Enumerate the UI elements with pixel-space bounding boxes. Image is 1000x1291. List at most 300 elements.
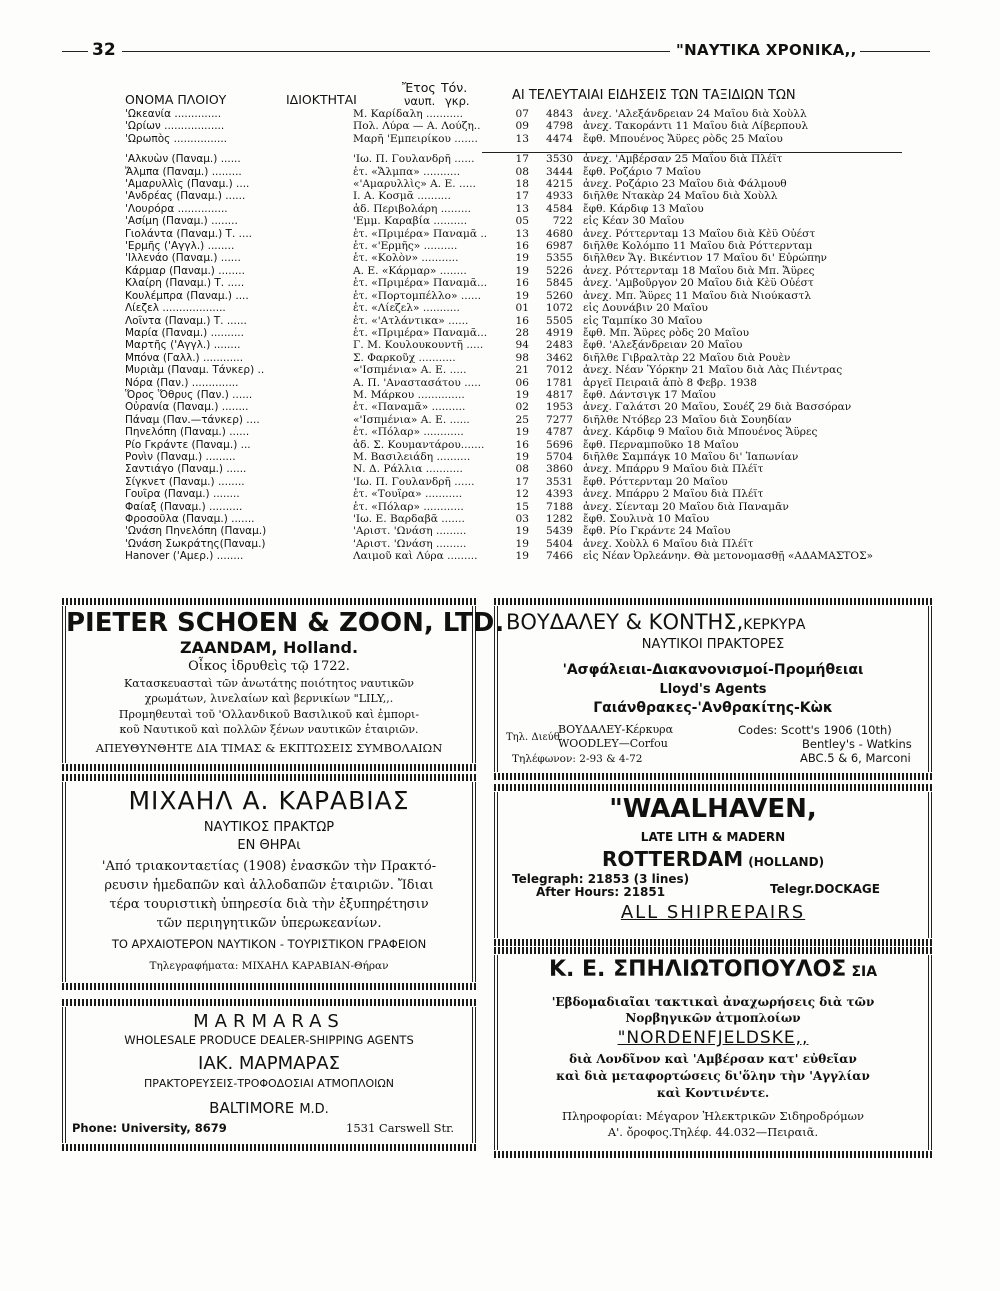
karavias-oldest: ΤΟ ΑΡΧΑΙΟΤΕΡΟΝ ΝΑΥΤΙΚΟΝ - ΤΟΥΡΙΣΤΙΚΟΝ ΓΡΑΦΕΙΟΝ: [111, 937, 427, 951]
voudalis-services: 'Ασφάλειαι-Διακανονισμοί-Προμήθειαι: [562, 662, 864, 678]
ad-voudalis: [494, 606, 932, 772]
voudalis-tel2: WOODLEY—Corfou: [558, 737, 668, 750]
magazine-title: "ΝΑΥΤΙΚΑ ΧΡΟΝΙΚΑ,,: [676, 41, 857, 59]
ship-tons: 3530: [546, 153, 573, 166]
ship-news: ἔφθ. Σουλινὰ 10 Μαΐου: [583, 513, 710, 525]
spil-info2: Α'. ὄροφος.Τηλέφ. 44.032—Πειραιᾶ.: [607, 1125, 819, 1139]
table-row: [125, 327, 895, 339]
voudalis-lloyds: Lloyd's Agents: [659, 682, 767, 697]
ship-year: 13: [515, 202, 529, 215]
header-rule-middle: [122, 51, 670, 52]
ship-year: 05: [515, 215, 529, 228]
ship-name: Σίγκνετ (Παναμ.) ........: [125, 475, 245, 488]
ship-tons: 4787: [546, 426, 573, 439]
waalhaven-telegr: Telegr.DOCKAGE: [770, 882, 880, 896]
col-ship-name: ΟΝΟΜΑ ΠΛΟΙΟΥ: [125, 92, 227, 107]
ad-border-top: [62, 774, 476, 781]
ship-tons: 4680: [546, 227, 573, 240]
ship-owner: ἑτ. «Πόλαρ» ............: [353, 500, 464, 513]
schoen-footer: ΑΠΕΥΘΥΝΘΗΤΕ ΔΙΑ ΤΙΜΑΣ & ΕΚΠΤΩΣΕΙΣ ΣΥΜΒΟΛΑΙΩΝ: [95, 741, 443, 755]
ship-year: 13: [515, 227, 529, 240]
spil-line5: καὶ διὰ μεταφορτώσεις δι'ὅλην τὴν 'Αγγλίαν: [556, 1069, 870, 1083]
ship-news: ἔφθ. Μπουένος Ἄϋρες ρὸδς 25 Μαΐου: [583, 132, 783, 145]
ship-news: ἔφθ. Μπ. Ἄϋρες ρὸδς 20 Μαΐου: [583, 326, 750, 339]
ship-name: Λίεζελ ...................: [125, 302, 226, 315]
marmaras-desc: WHOLESALE PRODUCE DEALER-SHIPPING AGENTS: [124, 1033, 414, 1047]
spil-suffix: ΣΙΑ: [851, 964, 878, 980]
ship-name: Ὅρος Ὅθρυς (Παν.) ......: [125, 388, 253, 401]
ship-owner: ἑτ. «Πόλαρ» ............: [353, 426, 464, 439]
ship-tons: 722: [552, 215, 573, 228]
ship-news: ἀργεῖ Πειραιᾶ ἀπὸ 8 Φεβρ. 1938: [583, 376, 757, 389]
ship-name: Λοΐντα (Παναμ.) Τ. ......: [125, 314, 247, 327]
voudalis-name-text: ΒΟΥΔΑΛΕΥ & ΚΟΝΤΗΣ,: [506, 610, 744, 634]
ship-year: 16: [515, 240, 529, 253]
table-row: [125, 240, 895, 252]
marmaras-city-line: [66, 1098, 472, 1117]
ship-tons: 7277: [546, 413, 573, 426]
table-row: [125, 377, 895, 389]
ship-name: Νόρα (Παν.) ..............: [125, 376, 239, 389]
ship-owner: Ι. Α. Κοσμᾶ ..........: [353, 190, 451, 203]
ad-karavias: [62, 782, 476, 982]
ship-name: Μαρία (Παναμ.) ..........: [125, 326, 244, 339]
ship-news: ἀνεχ. Κάρδιφ 9 Μαΐου διὰ Μπουένος Ἄϋρες: [583, 426, 818, 439]
ship-year: 19: [515, 252, 529, 265]
ship-owner: Α. Π. 'Αναστασάτου .....: [353, 376, 482, 389]
table-row: [125, 203, 895, 215]
ship-name: 'Ασίμη (Παναμ.) ........: [125, 215, 238, 228]
ship-year: 19: [515, 525, 529, 538]
table-row: [125, 476, 895, 488]
ship-owner: ἑτ. «Λίεζελ» ...........: [353, 302, 460, 315]
ship-name: Πηνελόπη (Παναμ.) ......: [125, 426, 250, 439]
ship-name: Ρονὶν (Παναμ.) .........: [125, 450, 236, 463]
table-row: [125, 133, 895, 145]
marmaras-state: M.D.: [299, 1102, 329, 1117]
table-row: [125, 426, 895, 438]
ship-tons: 3531: [546, 475, 573, 488]
ship-news: ἔφθ. Κάρδιφ 13 Μαΐου: [583, 202, 704, 215]
voudalis-tel1: ΒΟΥΔΑΛΕΥ-Κέρκυρα: [558, 723, 674, 736]
ship-news: ἔφθ. Ρόττερνταμ 20 Μαΐου: [583, 475, 728, 488]
table-row: [125, 315, 895, 327]
col-news: ΑΙ ΤΕΛΕΥΤΑΙΑΙ ΕΙΔΗΣΕΙΣ ΤΩΝ ΤΑΞΙΔΙΩΝ ΤΩΝ: [512, 88, 796, 103]
ship-year: 16: [515, 438, 529, 451]
marmaras-name: MARMARAS: [193, 1011, 345, 1032]
ship-news: ἔφθ. Δάντσιγκ 17 Μαΐου: [583, 388, 716, 401]
voudalis-tel-label: Τηλ. Διεύθ.: [506, 732, 563, 743]
ship-name: 'Ωνάση Πηνελόπη (Παναμ.): [125, 525, 267, 538]
ship-name: Φαίαξ (Παναμ.) ..........: [125, 500, 243, 513]
ship-news: διῆλθε Ντακὰρ 24 Μαΐου διὰ Χοὺλλ: [583, 190, 778, 203]
ship-owner: ἑτ. «Παναμᾶ» ..........: [353, 401, 466, 414]
karavias-line2: ρευσιν ἡμεδαπῶν καὶ ἀλλοδαπῶν ἑταιριῶν. Ἴδιαι: [104, 878, 434, 893]
ship-name: Κάρμαρ (Παναμ.) ........: [125, 264, 245, 277]
table-row: [125, 414, 895, 426]
table-row: [125, 178, 895, 190]
ship-tons: 7466: [546, 550, 573, 563]
ship-year: 19: [515, 426, 529, 439]
ship-owner: 'Ιω. Π. Γουλανδρῆ ......: [353, 153, 475, 166]
ship-year: 21: [515, 364, 529, 377]
karavias-line3: τέρα τουριστικὴ ὑπηρεσία διὰ τὴν ἐξυπηρέτησιν: [109, 897, 429, 912]
table-row: [125, 145, 895, 165]
ship-owner: ἀδ. Σ. Κουμαντάρου.......: [353, 438, 485, 451]
ship-year: 17: [515, 475, 529, 488]
ship-year: 08: [515, 463, 529, 476]
ad-border-bottom: [62, 764, 476, 771]
ship-year: 19: [515, 537, 529, 550]
table-row: [125, 352, 895, 364]
ship-tons: 1282: [546, 513, 573, 525]
voudalis-role: ΝΑΥΤΙΚΟΙ ΠΡΑΚΤΟΡΕΣ: [641, 637, 785, 652]
spil-name-line: [498, 957, 928, 982]
ship-owner: 'Αριστ. 'Ωνάση .........: [353, 537, 467, 550]
ship-news: ἀνεχ. Τακοράντι 11 Μαΐου διὰ Λίβερπουλ: [583, 120, 809, 133]
schoen-line2: χρωμάτων, λινελαίων καὶ βερνικίων "LILY,,.: [144, 692, 394, 705]
ship-year: 15: [515, 500, 529, 513]
karavias-line1: 'Από τριακονταετίας (1908) ἐνασκῶν τὴν Πρακτό-: [101, 859, 437, 874]
ship-name: 'Ωνάση Σωκράτης(Παναμ.): [125, 537, 266, 550]
ship-year: 07: [515, 108, 529, 120]
col-owners: ΙΔΙΟΚΤΗΤΑΙ: [286, 92, 357, 107]
ship-tons: 5505: [546, 314, 573, 327]
ship-year: 17: [515, 153, 529, 166]
ship-owner: Α. Ε. «Κάρμαρ» ........: [353, 264, 467, 277]
ship-news: ἀνεχ. Ρόττερνταμ 18 Μαΐου διὰ Μπ. Ἄϋρες: [583, 264, 815, 277]
ship-tons: 5226: [546, 264, 573, 277]
ship-news: εἰς Δουνάβιν 20 Μαΐου: [583, 302, 708, 315]
ship-owner: Μ. Μάρκου ..............: [353, 388, 465, 401]
ship-tons: 4584: [546, 202, 573, 215]
ad-border-bottom: [494, 773, 932, 780]
ship-name: Γουΐρα (Παναμ.) ........: [125, 488, 240, 501]
ship-news: διῆλθεν Ἅγ. Βικέντιον 17 Μαΐου δι' Εὐρώπην: [583, 252, 827, 265]
ship-news: ἔφθ. Ροζάριο 7 Μαΐου: [583, 165, 701, 178]
ship-news: ἀνεχ. 'Αμβοῦργον 20 Μαΐου διὰ Κὲϋ Οὐέστ: [583, 277, 814, 290]
ship-owner: «'Αμαρυλλὶς» Α. Ε. .....: [353, 178, 476, 191]
ship-tons: 3462: [546, 351, 573, 364]
table-row: [125, 463, 895, 475]
ad-border-top: [62, 999, 476, 1006]
ship-year: 01: [515, 302, 529, 315]
ship-tons: 4843: [546, 108, 573, 120]
table-row: [125, 277, 895, 289]
ship-year: 98: [515, 351, 529, 364]
table-row: [125, 525, 895, 537]
ship-year: 16: [515, 277, 529, 290]
spil-line4: διὰ Λονδῖνον καὶ 'Αμβέρσαν κατ' εὐθεῖαν: [569, 1052, 857, 1066]
col-tons-1: Τόν.: [441, 80, 468, 95]
header-rule-right: [860, 51, 930, 52]
ship-tons: 4393: [546, 488, 573, 501]
ship-owner: Μαρῆ 'Εμπειρίκου .......: [353, 132, 478, 145]
table-row: [125, 290, 895, 302]
ad-border-bottom: [494, 1151, 932, 1158]
ship-owner: ἑτ. «Πορτομπέλλο» ......: [353, 289, 482, 302]
ship-owner: ἑτ. «'Ατλάντικα» ......: [353, 314, 469, 327]
ad-spiliotopoulos: [494, 955, 932, 1150]
ship-year: 09: [515, 120, 529, 133]
ship-owner: Μ. Καρίδαλη ...........: [353, 108, 464, 120]
table-row: [125, 513, 895, 525]
voudalis-codes1: Codes: Scott's 1906 (10th): [738, 723, 892, 737]
ship-year: 19: [515, 450, 529, 463]
ad-border-bottom: [62, 983, 476, 990]
ship-year: 13: [515, 132, 529, 145]
ship-news: εἰς Ταμπίκο 30 Μαΐου: [583, 314, 703, 327]
ship-owner: Λαιμοῦ καὶ Λύρα .........: [353, 550, 478, 563]
table-row: [125, 538, 895, 550]
spil-line3: "NORDENFJELDSKE,,: [617, 1028, 809, 1048]
ship-name: 'Ανδρέας (Παναμ.) ......: [125, 190, 246, 203]
ship-news: εἰς Νέαν Ὀρλεάνην. Θὰ μετονομασθῇ «ΑΔΑΜΑΣΤΟΣ»: [583, 550, 874, 563]
karavias-line4: τῶν περιηγητικῶν ὑπερωκεανίων.: [156, 916, 382, 931]
ship-year: 19: [515, 388, 529, 401]
table-row: [125, 252, 895, 264]
ship-name: Ἄλμπα (Παναμ.) .........: [125, 165, 242, 178]
ship-news: διῆλθε Ντόβερ 23 Μαΐου διὰ Σουηδίαν: [583, 413, 792, 426]
ship-name: 'Ιλλενάο (Παναμ.) ......: [125, 252, 241, 265]
schoen-line4: κοῦ Ναυτικοῦ καὶ πολλῶν ξένων ναυτικῶν ἑταιριῶν.: [119, 723, 419, 736]
ship-tons: 6987: [546, 240, 573, 253]
ship-name: Μυριὰμ (Παναμ. Τάνκερ) ..: [125, 364, 265, 377]
ship-news: ἔφθ. Ρίο Γκράντε 24 Μαΐου: [583, 525, 731, 538]
karavias-role: ΝΑΥΤΙΚΟΣ ΠΡΑΚΤΩΡ: [203, 820, 335, 835]
ship-year: 28: [515, 326, 529, 339]
ship-year: 02: [515, 401, 529, 414]
ship-news: ἀνεχ. Χοὺλλ 6 Μαΐου διὰ Πλέϊτ: [583, 537, 754, 550]
col-tons-2: γκρ.: [445, 94, 470, 108]
ship-owner: Γ. Μ. Κουλουκουντῆ .....: [353, 339, 484, 352]
ad-border-bottom: [494, 939, 932, 946]
ad-border-top: [62, 598, 476, 605]
ship-news: ἀνεχ. Ρόττερνταμ 13 Μαΐου διὰ Κὲϋ Οὐέστ: [583, 227, 816, 240]
schoen-name: PIETER SCHOEN & ZOON, LTD.: [66, 608, 505, 638]
table-row: [125, 190, 895, 202]
voudalis-name: [506, 610, 928, 634]
ship-table: [125, 108, 895, 563]
voudalis-codes2: Bentley's - Watkins: [802, 737, 912, 751]
ship-owner: ἑτ. «Κολὸν» ...........: [353, 252, 459, 265]
ship-year: 16: [515, 314, 529, 327]
ship-name: Μπόνα (Γαλλ.) ............: [125, 351, 244, 364]
voudalis-phone: Τηλέφωνον: 2-93 & 4-72: [512, 753, 643, 765]
ship-owner: «'Ισπμένια» Α. Ε. .....: [353, 364, 467, 377]
ship-name: Κλαίρη (Παναμ.) Τ. .....: [125, 277, 245, 290]
schoen-line3: Προμηθευταὶ τοῦ 'Ολλανδικοῦ Βασιλικοῦ καὶ ἐμπορι-: [118, 708, 420, 721]
table-row: [125, 228, 895, 240]
ship-owner: 'Αριστ. 'Ωνάση .........: [353, 525, 467, 538]
ship-owner: ἑτ. «Πριμέρα» Παναμᾶ...: [353, 277, 488, 290]
ad-border-top: [494, 598, 932, 605]
ship-tons: 4919: [546, 326, 573, 339]
ship-name: Γιολάντα (Παναμ.) Τ. ....: [125, 227, 252, 240]
ship-tons: 7012: [546, 364, 573, 377]
ad-border-top: [494, 784, 932, 791]
ad-waalhaven: [494, 792, 932, 938]
spil-line1: 'Εβδομαδιαῖαι τακτικαὶ ἀναχωρήσεις διὰ τῶν: [551, 995, 875, 1009]
ship-news: ἀνεχ. Μπάρρυ 9 Μαΐου διὰ Πλέϊτ: [583, 463, 764, 476]
ship-news: διῆλθε Κολόμπο 11 Μαΐου διὰ Ρόττερνταμ: [583, 240, 813, 253]
ship-news: διῆλθε Γιβραλτὰρ 22 Μαΐου διὰ Ρουὲν: [583, 351, 791, 364]
waalhaven-telegraph: Telegraph: 21853 (3 lines): [512, 872, 690, 886]
ship-name: Κουλέμπρα (Παναμ.) ....: [125, 289, 249, 302]
ship-news: ἀνεχ. Ροζάριο 23 Μαΐου διὰ Φάλμουθ: [583, 178, 787, 191]
ship-name: 'Ωκεανία ..............: [125, 108, 222, 120]
table-row: [125, 364, 895, 376]
ship-news: ἀνεχ. 'Αλεξάνδρειαν 24 Μαΐου διὰ Χοὺλλ: [583, 108, 807, 120]
ship-name: Πάναμ (Παν.—τάνκερ) ....: [125, 413, 260, 426]
ship-year: 08: [515, 165, 529, 178]
ship-owner: ἑτ. «Πριμέρα» Παναμᾶ...: [353, 326, 488, 339]
ship-tons: 4798: [546, 120, 573, 133]
ship-year: 17: [515, 190, 529, 203]
ship-name: Φροσοῦλα (Παναμ.) .......: [125, 513, 255, 525]
ship-name: Σαντιάγο (Παναμ.) ......: [125, 463, 247, 476]
voudalis-codes3: ABC.5 & 6, Marconi: [800, 751, 911, 765]
ship-name: 'Λουρόρα ...............: [125, 202, 228, 215]
ship-news: ἀνεχ. Γαλάτσι 20 Μαΐου, Σουέζ 29 διὰ Βασσόραν: [583, 401, 852, 414]
ship-news: ἀνεχ. 'Αμβέρσαν 25 Μαΐου διὰ Πλέϊτ: [583, 153, 783, 166]
karavias-name: ΜΙΧΑΗΛ Α. ΚΑΡΑΒΙΑΣ: [128, 786, 410, 815]
ship-tons: 2483: [546, 339, 573, 352]
ship-owner: 'Ιω. Π. Γουλανδρῆ ......: [353, 475, 475, 488]
ship-name: 'Αλκυὼν (Παναμ.) ......: [125, 153, 241, 166]
ship-name: 'Αμαρυλλὶς (Παναμ.) ....: [125, 178, 250, 191]
ship-news: ἀνεχ. Μπ. Ἄϋρες 11 Μαΐου διὰ Νιούκαστλ: [583, 289, 812, 302]
ship-name: 'Ωρίων ..................: [125, 120, 225, 133]
ship-name: 'Ερμῆς ('Αγγλ.) ........: [125, 240, 235, 253]
ship-owner: ἑτ. «Πριμέρα» Παναμᾶ ..: [353, 227, 488, 240]
ship-owner: ἀδ. Περιβολάρη .........: [353, 202, 471, 215]
ship-tons: 5845: [546, 277, 573, 290]
karavias-place: ΕΝ ΘΗΡΑι: [237, 838, 301, 853]
table-row: [125, 265, 895, 277]
ship-news: ἀνεχ. Μπάρρυ 2 Μαΐου διὰ Πλέϊτ: [583, 488, 764, 501]
table-row: [125, 550, 895, 562]
ship-tons: 4474: [546, 132, 573, 145]
spil-line6: καὶ Κοντινέντε.: [656, 1086, 770, 1100]
waalhaven-name: "WAALHAVEN,: [609, 794, 817, 824]
ship-tons: 4933: [546, 190, 573, 203]
ship-year: 03: [515, 513, 529, 525]
ship-owner: Μ. Βασιλειάδη ..........: [353, 450, 471, 463]
table-row: [125, 389, 895, 401]
table-row: [125, 339, 895, 351]
ship-tons: 3860: [546, 463, 573, 476]
ship-year: 06: [515, 376, 529, 389]
voudalis-city: ΚΕΡΚΥΡΑ: [743, 617, 806, 633]
ship-name: Ρίο Γκράντε (Παναμ.) ...: [125, 438, 251, 451]
ship-year: 94: [515, 339, 529, 352]
ship-year: 19: [515, 289, 529, 302]
waalhaven-country: (HOLLAND): [748, 855, 825, 869]
ship-owner: ἑτ. «Ἄλμπα» ...........: [353, 165, 461, 178]
ship-tons: 5696: [546, 438, 573, 451]
waalhaven-city: ROTTERDAM: [601, 847, 744, 871]
table-row: [125, 488, 895, 500]
header-rule-left: [62, 51, 88, 52]
spil-info1: Πληροφορίαι: Μέγαρον Ἠλεκτρικῶν Σιδηροδρόμων: [562, 1109, 864, 1123]
waalhaven-city-line: [498, 847, 928, 871]
waalhaven-after-hours: After Hours: 21851: [536, 885, 666, 899]
table-row: [125, 302, 895, 314]
spil-line2: Νορβηγικῶν ἀτμοπλοίων: [625, 1011, 801, 1025]
ship-tons: 4817: [546, 388, 573, 401]
ship-owner: ἑτ. «Τουΐρα» ...........: [353, 488, 463, 501]
schoen-city: ZAANDAM, Holland.: [179, 638, 359, 657]
ship-name: Οὐρανία (Παναμ.) ........: [125, 401, 249, 414]
ad-border-bottom: [62, 1144, 476, 1151]
ship-tons: 5439: [546, 525, 573, 538]
spil-name: Κ. Ε. ΣΠΗΛΙΩΤΟΠΟΥΛΟΣ: [548, 957, 847, 982]
ship-year: 25: [515, 413, 529, 426]
table-row: [125, 501, 895, 513]
ship-tons: 5704: [546, 450, 573, 463]
ship-owner: 'Ιω. Ε. Βαρδαβᾶ .......: [353, 513, 465, 525]
marmaras-city: BALTIMORE: [209, 1099, 295, 1117]
marmaras-phone: Phone: University, 8679: [72, 1121, 227, 1135]
waalhaven-repairs: ALL SHIPREPAIRS: [620, 902, 806, 923]
ship-news: ἔφθ. Περναμποῦκο 18 Μαΐου: [583, 438, 739, 451]
ship-tons: 1781: [546, 376, 573, 389]
waalhaven-sub: LATE LITH & MADERN: [640, 830, 786, 844]
col-year-1: Ἔτος: [402, 80, 436, 95]
ship-year: 19: [515, 550, 529, 563]
ship-owner: Πολ. Λύρα — Α. Λούζη..: [353, 120, 481, 133]
schoen-line1: Κατασκευασταὶ τῶν ἀνωτάτης ποιότητος ναυτικῶν: [124, 677, 414, 690]
ship-tons: 5260: [546, 289, 573, 302]
ship-name: Hanover ('Αμερ.) ........: [125, 550, 244, 563]
marmaras-greek-name: ΙΑΚ. ΜΑΡΜΑΡΑΣ: [198, 1053, 340, 1074]
schoen-founded: Οἶκος ἱδρυθεὶς τῷ 1722.: [188, 659, 350, 674]
table-divider: [482, 152, 902, 153]
col-year-2: ναυπ.: [404, 94, 436, 108]
ship-news: ἀνεχ. Νέαν Ὑόρκην 21 Μαΐου διὰ Λὰς Πιέντρας: [583, 364, 843, 377]
marmaras-address: 1531 Carswell Str.: [346, 1121, 455, 1135]
table-row: [125, 108, 895, 120]
ship-tons: 1953: [546, 401, 573, 414]
ship-name: Μαρτῆς ('Αγγλ.) ........: [125, 339, 241, 352]
ship-year: 19: [515, 264, 529, 277]
ship-tons: 5404: [546, 537, 573, 550]
table-row: [125, 166, 895, 178]
ship-owner: ἑτ. «'Ερμῆς» ..........: [353, 240, 458, 253]
ship-news: ἔφθ. 'Αλεξάνδρειαν 20 Μαΐου: [583, 339, 743, 352]
ad-schoen: [62, 606, 505, 763]
table-row: [125, 120, 895, 132]
voudalis-coal: Γαιάνθρακες-'Ανθρακίτης-Κὼκ: [593, 700, 833, 716]
ship-news: ἀνεχ. Σίενταμ 20 Μαΐου διὰ Παναμᾶν: [583, 500, 789, 513]
table-row: [125, 215, 895, 227]
ship-year: 12: [515, 488, 529, 501]
table-row: [125, 401, 895, 413]
ship-owner: Ν. Δ. Ράλλια ...........: [353, 463, 463, 476]
table-row: [125, 439, 895, 451]
karavias-telegram: Τηλεγραφήματα: ΜΙΧΑΗΛ ΚΑΡΑΒΙΑΝ-Θήραν: [149, 960, 389, 972]
ship-owner: 'Εμμ. Καραβία ..........: [353, 215, 468, 228]
ship-owner: «'Ισπμένια» Α. Ε. ......: [353, 413, 470, 426]
table-row: [125, 451, 895, 463]
ship-year: 18: [515, 178, 529, 191]
page-number: 32: [92, 40, 116, 60]
marmaras-greek-desc: ΠΡΑΚΤΟΡΕΥΣΕΙΣ-ΤΡΟΦΟΔΟΣΙΑΙ ΑΤΜΟΠΛΟΙΩΝ: [143, 1077, 395, 1090]
ship-tons: 3444: [546, 165, 573, 178]
ship-news: εἰς Κέαν 30 Μαΐου: [583, 215, 685, 228]
ship-tons: 1072: [546, 302, 573, 315]
